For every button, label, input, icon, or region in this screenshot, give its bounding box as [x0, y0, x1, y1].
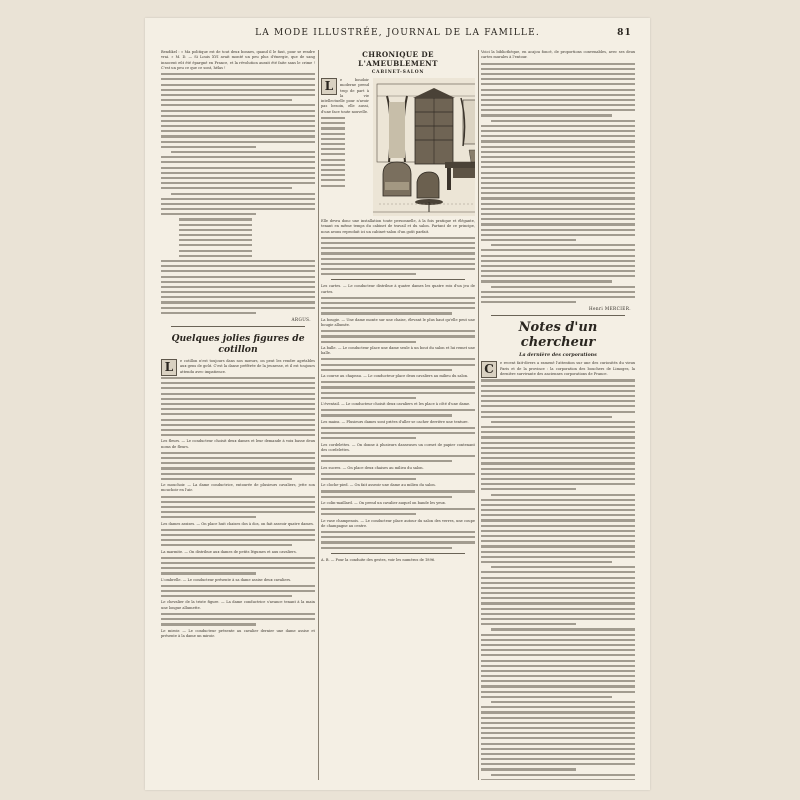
footnote: A. B. — Pour la conduite des gestes, voir les numéros de 1896.: [321, 557, 436, 562]
text-block: [161, 73, 315, 215]
chronique-body: Elle devra donc une installation toute personnelle, à la fois pratique et élégante, tenant en même temps du cabinet de travail et du salon. Partant de ce principe, nous avons reproduit ici un cabinet-salon d'un goût parfait.: [321, 219, 475, 234]
text-block: [321, 358, 475, 370]
column-2: [321, 50, 475, 780]
chercheur-subtitle: La dernière des corporations: [519, 352, 597, 359]
chronique-title: CHRONIQUE DE L'AMEUBLEMENT: [358, 50, 438, 68]
running-head: [145, 28, 650, 38]
journal-title: LA MODE ILLUSTRÉE, JOURNAL DE LA FAMILLE.: [255, 28, 540, 38]
text-block: [161, 496, 315, 519]
chercheur-intro: e recent fait-divers a ramené l'attention sur une des curiosités du vieux Paris et de la province : la corporation des bouchers de Limoges, la dernière survivante des anciennes corporations de France.: [500, 361, 635, 376]
chronique-subtitle: CABINET-SALON: [371, 70, 425, 75]
text-block: [161, 452, 315, 480]
column-3: [481, 50, 635, 780]
figure-paragraph: Le cloche-pied. — On fait asseoir une dame au milieu du salon.: [321, 483, 436, 488]
figure-paragraph: L'éventail. — Le conducteur choisit deux cavaliers et les place à côté d'une dame.: [321, 402, 471, 406]
text-block: [321, 473, 475, 480]
column-1: [161, 50, 315, 780]
figure-paragraph: Les sucres. — On place deux chaises au milieu du salon.: [321, 465, 424, 470]
opening-text: Bendikel : « Ma politique est de tout deux bonnes, quand il le faut, pour se rendre vrai. » M. D. — Si Louis XVI avait monté un peu plus d'énergie, que de sang innocent eût été épargné en France, et la révolution aurait été faite sans le crime ! C'est un peu ce que ce sont, hélas !: [161, 50, 315, 70]
newspaper-page: [145, 18, 650, 790]
cotillon-intro: e cotillon n'est toujours dans nos mœurs, on peut les rendre agréables aux gens de goût. C'est la danse préférée de la jeunesse, et il est toujours attendu avec impatience.: [180, 359, 315, 374]
text-block: [321, 455, 475, 462]
text-block: [481, 379, 635, 780]
chercheur-title: Notes d'un chercheur: [518, 320, 598, 351]
column-rule: [478, 50, 479, 780]
text-block: [321, 381, 475, 399]
cabinet-salon-illustration: [373, 78, 475, 216]
text-block: [161, 557, 315, 575]
text-block: [161, 529, 315, 547]
text-block: [481, 63, 635, 304]
figure-paragraph: Le miroir. — Le conducteur présente au cavalier dernier une dame assise et présente à la dame un miroir.: [161, 628, 315, 638]
footnote-divider: [331, 553, 465, 554]
section-divider: [171, 326, 305, 327]
dialogue-signature: ARGUS.: [291, 317, 311, 322]
figure-paragraph: La bougie. — Une dame monte sur une chaise, élevant le plus haut qu'elle peut une bougie allumée.: [321, 317, 475, 327]
text-block: [321, 427, 475, 439]
drop-cap: L: [321, 78, 337, 95]
figure-paragraph: Le colin-maillard. — On prend un cavalier auquel on bande les yeux.: [321, 500, 446, 505]
figure-paragraph: Les mains. — Plusieurs dames sont priées d'aller se cacher derrière une tenture.: [321, 419, 469, 424]
figure-paragraph: L'ombrelle. — Le conducteur présente à sa dame assise deux cavaliers.: [161, 577, 292, 582]
text-block: [321, 531, 475, 549]
figure-paragraph: Les fleurs. — Le conducteur choisit deux dames et leur demande à voix basse deux noms de fleurs.: [161, 439, 315, 449]
column-rule: [318, 50, 319, 780]
text-block: [321, 297, 475, 315]
figure-paragraph: Le vase champenois. — Le conducteur place autour du salon des verres, une coupe de champagne au centre.: [321, 518, 475, 528]
drop-cap: L: [161, 359, 177, 376]
section-divider: [331, 279, 465, 280]
figure-paragraph: La balle. — Le conducteur place une dame seule à un bout du salon et lui remet une balle.: [321, 345, 475, 356]
chronique-signature: Henri MERCIER.: [589, 306, 631, 312]
text-block: [161, 613, 315, 625]
figure-paragraph: Le chevalier de la triste figure. — La dame conductrice s'avance tenant à la main une longue allumette.: [161, 600, 315, 610]
figure-paragraph: Le mouchoir. — La dame conductrice, entourée de plusieurs cavaliers, jette son mouchoir en l'air.: [161, 482, 315, 493]
cotillon-title: Quelques jolies figures de cotillon: [171, 333, 305, 355]
chronique-continued: Voici la bibliothèque, en acajou foncé, de proportions convenables, avec ses deux cartes murales à l'entour.: [481, 50, 635, 60]
figure-paragraph: La course au chapeau. — Le conducteur place deux cavaliers au milieu du salon.: [321, 373, 469, 378]
verse-block: [179, 218, 315, 256]
text-block: [321, 237, 475, 275]
text-block: [321, 490, 475, 497]
text-block: [161, 377, 315, 436]
page-number: 81: [617, 28, 632, 38]
chronique-intro: e boudoir moderne prend trop de part à la vie intellectuelle pour n'avoir pas besoin, elle aussi, d'une face toute nouvelle.: [321, 78, 369, 114]
section-divider: [491, 315, 625, 316]
text-block: [321, 330, 475, 342]
figure-paragraph: Les cartes. — Le conducteur distribue à quatre dames les quatre rois d'un jeu de cartes.: [321, 284, 475, 294]
text-block: [161, 260, 315, 314]
text-block: [321, 409, 475, 416]
text-block: [321, 508, 475, 515]
text-block: [161, 585, 315, 597]
figure-paragraph: Les cordelettes. — On donne à plusieurs danseuses un cornet de papier contenant des cordelettes.: [321, 442, 475, 452]
figure-paragraph: La marmite. — On distribue aux dames de petits légumes et aux cavaliers.: [161, 549, 297, 554]
drop-cap: C: [481, 361, 497, 378]
figure-paragraph: Les dames assises. — On place huit chaises dos à dos, on fait asseoir quatre dames.: [161, 521, 314, 526]
